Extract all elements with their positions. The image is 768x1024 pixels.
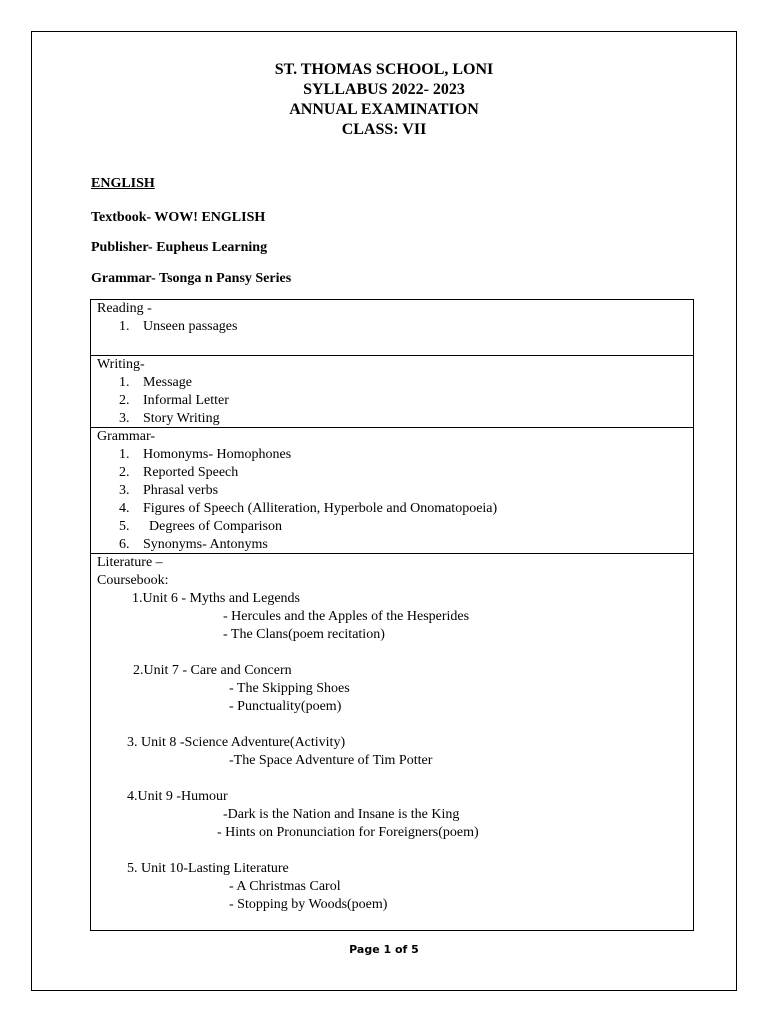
unit-block [97, 590, 693, 644]
unit-subitem: -Dark is the Nation and Insane is the King [223, 807, 460, 822]
section-title: Grammar- [97, 429, 156, 444]
list-item [97, 374, 693, 392]
item-number: 2. [119, 465, 130, 480]
item-text: Degrees of Comparison [149, 519, 282, 534]
item-number: 5. [119, 519, 130, 534]
unit-subitem: - The Skipping Shoes [229, 681, 350, 696]
item-number: 1. [119, 447, 130, 462]
grammar-section [91, 427, 693, 553]
unit-block [97, 662, 693, 716]
item-number: 6. [119, 537, 130, 552]
school-name: ST. THOMAS SCHOOL, LONI [274, 61, 494, 78]
section-title: Writing- [97, 357, 145, 372]
literature-section [91, 553, 693, 930]
list-item [97, 536, 693, 554]
item-text: Reported Speech [143, 465, 239, 480]
unit-block [97, 788, 693, 842]
item-text: Phrasal verbs [143, 483, 219, 498]
textbook-line: Textbook- WOW! ENGLISH [91, 210, 266, 225]
unit-block [97, 860, 693, 914]
unit-heading: 2.Unit 7 - Care and Concern [133, 663, 292, 678]
unit-subitem: - Hercules and the Apples of the Hesperides [223, 609, 470, 624]
section-title: Literature – [97, 555, 163, 570]
list-item [97, 446, 693, 464]
unit-heading: 1.Unit 6 - Myths and Legends [132, 591, 300, 606]
unit-subitem: - Punctuality(poem) [229, 699, 342, 714]
item-number: 1. [119, 319, 130, 334]
grammar-book-line: Grammar- Tsonga n Pansy Series [91, 271, 292, 286]
syllabus-year: SYLLABUS 2022- 2023 [303, 81, 465, 98]
publisher-line: Publisher- Eupheus Learning [91, 240, 268, 255]
unit-subitem: - Stopping by Woods(poem) [229, 897, 388, 912]
list-item [97, 392, 693, 410]
list-item [97, 410, 693, 428]
section-subtitle: Coursebook: [97, 573, 169, 588]
subject-heading: ENGLISH [91, 176, 155, 191]
item-text: Informal Letter [143, 393, 229, 408]
unit-subitem: - A Christmas Carol [229, 879, 341, 894]
section-title: Reading - [97, 301, 152, 316]
exam-name: ANNUAL EXAMINATION [289, 101, 479, 118]
class-name: CLASS: VII [341, 121, 427, 138]
item-number: 4. [119, 501, 130, 516]
list-item [97, 482, 693, 500]
list-item [97, 464, 693, 482]
item-number: 3. [119, 483, 130, 498]
item-text: Figures of Speech (Alliteration, Hyperbole and Onomatopoeia) [143, 501, 498, 516]
item-number: 3. [119, 411, 130, 426]
item-number: 2. [119, 393, 130, 408]
writing-section [91, 355, 693, 427]
item-text: Story Writing [143, 411, 220, 426]
list-item [97, 318, 693, 336]
document-header [0, 60, 768, 140]
item-number: 1. [119, 375, 130, 390]
unit-subitem: - Hints on Pronunciation for Foreigners(poem) [217, 825, 479, 840]
unit-subitem: - The Clans(poem recitation) [223, 627, 385, 642]
unit-subitem: -The Space Adventure of Tim Potter [229, 753, 433, 768]
item-text: Message [143, 375, 192, 390]
page-number: Page 1 of 5 [349, 943, 419, 956]
item-text: Unseen passages [143, 319, 238, 334]
reading-section [91, 300, 693, 355]
list-item [97, 518, 693, 536]
syllabus-table [90, 299, 694, 931]
item-text: Synonyms- Antonyms [143, 537, 268, 552]
unit-heading: 4.Unit 9 -Humour [127, 789, 228, 804]
item-text: Homonyms- Homophones [143, 447, 292, 462]
list-item [97, 500, 693, 518]
unit-heading: 3. Unit 8 -Science Adventure(Activity) [127, 735, 346, 750]
unit-block [97, 734, 693, 770]
unit-heading: 5. Unit 10-Lasting Literature [127, 861, 289, 876]
